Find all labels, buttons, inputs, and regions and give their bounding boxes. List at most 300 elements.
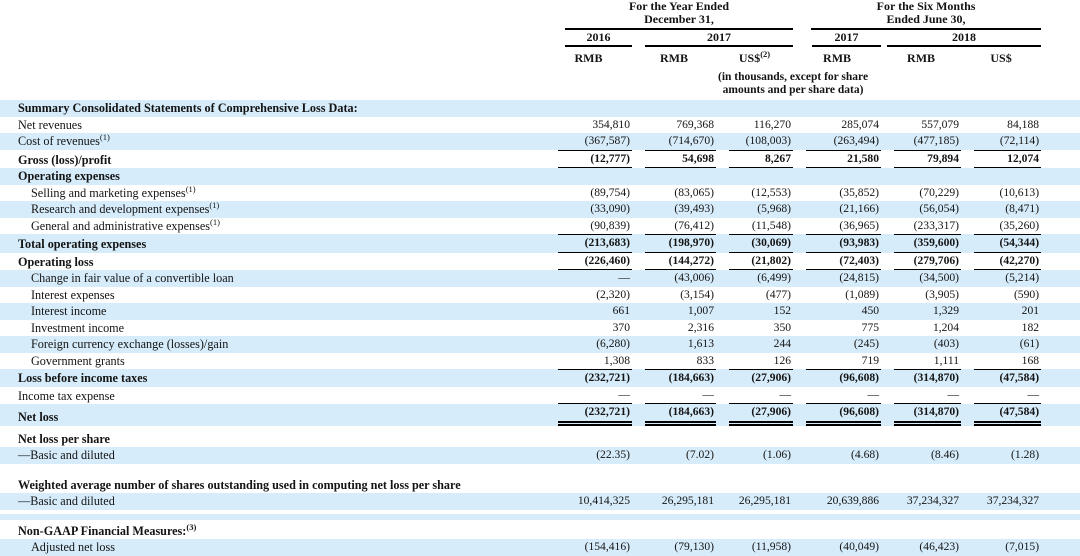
cell-value: (359,600) <box>894 234 961 253</box>
row-label: Selling and marketing expenses$^{(1)}$ <box>31 184 196 200</box>
spacer-row <box>0 464 1080 477</box>
value-cell <box>632 320 716 337</box>
cell-value: (367,587) <box>584 134 630 147</box>
cell-value: (30,069) <box>729 234 793 253</box>
value-cell <box>632 539 716 556</box>
value-cell <box>632 234 716 253</box>
value-cell <box>793 287 881 304</box>
cell-value: (34,500) <box>919 271 960 284</box>
value-cell <box>793 353 881 370</box>
table-row <box>0 539 1080 556</box>
value-cell <box>961 303 1041 320</box>
right-margin-cell <box>1041 117 1080 134</box>
value-cell <box>793 404 881 426</box>
header-currency-row <box>0 47 1080 67</box>
value-cell <box>716 493 793 510</box>
table-row <box>0 185 1080 202</box>
value-cell <box>961 253 1041 271</box>
table-row <box>0 270 1080 287</box>
row-label: Operating expenses <box>18 169 120 183</box>
value-cell <box>793 303 881 320</box>
cell-value: (79,130) <box>674 540 714 553</box>
value-cell <box>545 185 632 202</box>
right-margin-cell <box>1041 447 1080 464</box>
period-group-label-line1: For the Year Ended <box>628 0 730 13</box>
value-cell <box>793 539 881 556</box>
value-cell <box>716 234 793 253</box>
value-cell <box>632 150 716 169</box>
cell-value: 21,580 <box>806 150 881 169</box>
value-cell <box>716 404 793 426</box>
footnote-marker: (1) <box>99 133 110 142</box>
cell-value: — <box>974 387 1041 405</box>
value-cell <box>961 404 1041 426</box>
value-cell <box>793 369 881 387</box>
cell-value: (184,663) <box>645 369 716 387</box>
cell-value: 833 <box>696 353 714 367</box>
cell-value: 719 <box>861 353 880 367</box>
row-label: Interest expenses <box>31 287 115 302</box>
value-cell <box>881 369 961 387</box>
table-row <box>0 150 1080 169</box>
value-cell <box>632 369 716 387</box>
table-row <box>0 168 1080 185</box>
row-label: Net loss <box>18 410 59 424</box>
cell-value: (61) <box>1019 337 1040 350</box>
table-row <box>0 336 1080 353</box>
table-row <box>0 320 1080 337</box>
value-cell <box>545 270 632 287</box>
period-group-label-line2: December 31, <box>644 12 714 26</box>
row-label: Interest income <box>31 304 107 318</box>
value-cell <box>961 270 1041 287</box>
cell-value: 37,234,327 <box>986 494 1040 507</box>
value-cell <box>881 539 961 556</box>
year-column-header: 2018 <box>887 30 1041 47</box>
table-row <box>0 369 1080 387</box>
cell-value: 1,111 <box>933 353 960 367</box>
value-cell <box>961 523 1041 540</box>
value-cell <box>716 117 793 134</box>
cell-value: (8,471) <box>1005 202 1040 215</box>
value-cell <box>881 201 961 218</box>
value-cell <box>545 477 632 494</box>
value-cell <box>716 523 793 540</box>
table-body <box>0 100 1080 556</box>
cell-value: (245) <box>853 337 880 350</box>
cell-value: 168 <box>1021 353 1040 367</box>
cell-value: — <box>618 271 630 284</box>
value-cell <box>881 287 961 304</box>
row-label: Change in fair value of a convertible loan <box>31 271 234 285</box>
value-cell <box>881 477 961 494</box>
cell-value: (47,584) <box>974 369 1041 387</box>
cell-value: — <box>558 387 632 405</box>
value-cell <box>793 270 881 287</box>
table-row <box>0 253 1080 271</box>
row-label: Net loss per share <box>18 431 110 446</box>
value-cell <box>716 336 793 353</box>
value-cell <box>545 387 632 405</box>
cell-value: 26,295,181 <box>738 494 792 507</box>
cell-value: — <box>645 387 716 405</box>
cell-value: (35,260) <box>999 218 1040 232</box>
cell-value: (70,229) <box>919 185 960 199</box>
value-cell <box>961 320 1041 337</box>
value-cell <box>545 404 632 426</box>
value-cell <box>881 133 961 150</box>
cell-value: (93,983) <box>806 234 881 253</box>
cell-value: (279,706) <box>894 253 961 271</box>
cell-value: (232,721) <box>558 404 632 426</box>
value-cell <box>716 303 793 320</box>
value-cell <box>545 168 632 185</box>
value-cell <box>632 218 716 235</box>
value-cell <box>716 168 793 185</box>
value-cell <box>881 270 961 287</box>
cell-value: 79,894 <box>894 150 961 169</box>
value-cell <box>793 253 881 271</box>
value-cell <box>881 353 961 370</box>
cell-value: (3,905) <box>925 287 960 301</box>
cell-value: (7.02) <box>685 448 714 461</box>
value-cell <box>632 336 716 353</box>
value-cell <box>632 431 716 448</box>
value-cell <box>632 168 716 185</box>
currency-column-header: US\$$^{(2)}$ <box>738 49 771 65</box>
row-label: Operating loss <box>18 254 94 269</box>
cell-value: (43,006) <box>674 271 714 284</box>
cell-value: (108,003) <box>745 134 792 147</box>
cell-value: (96,608) <box>806 369 881 387</box>
cell-value: (42,270) <box>974 253 1041 271</box>
cell-value: (76,412) <box>674 218 714 232</box>
value-cell <box>881 218 961 235</box>
table-row <box>0 404 1080 426</box>
value-cell <box>881 404 961 426</box>
value-cell <box>632 117 716 134</box>
cell-value: (232,721) <box>558 369 632 387</box>
cell-value: — <box>729 387 793 405</box>
value-cell <box>632 404 716 426</box>
header-period-row <box>0 0 1080 30</box>
cell-value: 182 <box>1021 320 1040 334</box>
table-row <box>0 447 1080 464</box>
right-margin-cell <box>1041 100 1080 117</box>
cell-value: (11,958) <box>751 540 792 553</box>
table-row <box>0 100 1080 117</box>
value-cell <box>793 117 881 134</box>
cell-value: (154,416) <box>584 540 630 553</box>
value-cell <box>961 431 1041 448</box>
table-row <box>0 234 1080 253</box>
value-cell <box>716 270 793 287</box>
value-cell <box>716 320 793 337</box>
row-label: Income tax expense <box>18 388 115 403</box>
cell-value: (198,970) <box>645 234 716 253</box>
value-cell <box>545 201 632 218</box>
cell-value: 2,316 <box>687 320 714 334</box>
right-margin-cell <box>1041 431 1080 448</box>
row-label: Net revenues <box>18 117 82 132</box>
header-year-row <box>0 30 1080 47</box>
row-label: Cost of revenues$^{(1)}$ <box>18 133 110 148</box>
value-cell <box>716 431 793 448</box>
cell-value: 1,007 <box>687 304 714 317</box>
cell-value: (11,548) <box>751 218 792 232</box>
table-row <box>0 201 1080 218</box>
value-cell <box>545 234 632 253</box>
cell-value: 1,329 <box>932 304 960 317</box>
cell-value: (39,493) <box>674 202 714 215</box>
table-row <box>0 303 1080 320</box>
cell-value: 26,295,181 <box>661 494 714 507</box>
currency-column-header: RMB <box>907 51 936 65</box>
value-cell <box>961 493 1041 510</box>
value-cell <box>545 287 632 304</box>
row-label: Gross (loss)/profit <box>18 152 112 167</box>
right-margin-cell <box>1041 133 1080 150</box>
cell-value: 84,188 <box>1007 117 1040 131</box>
right-margin-cell <box>1041 523 1080 540</box>
cell-value: 8,267 <box>729 150 793 169</box>
value-cell <box>632 493 716 510</box>
cell-value: (2,320) <box>596 287 630 301</box>
year-column-header: 2016 <box>565 30 632 47</box>
value-cell <box>545 218 632 235</box>
cell-value: 661 <box>612 304 630 317</box>
row-label: Loss before income taxes <box>18 371 148 385</box>
right-margin-cell <box>1041 168 1080 185</box>
right-margin-cell <box>1041 493 1080 510</box>
cell-value: (3,154) <box>680 287 714 301</box>
cell-value: (8.46) <box>931 448 960 461</box>
value-cell <box>881 234 961 253</box>
cell-value: (54,344) <box>974 234 1041 253</box>
cell-value: 201 <box>1021 304 1040 317</box>
value-cell <box>961 218 1041 235</box>
value-cell <box>632 253 716 271</box>
value-cell <box>881 303 961 320</box>
cell-value: (144,272) <box>645 253 716 271</box>
cell-value: (22.35) <box>596 448 630 461</box>
value-cell <box>881 431 961 448</box>
cell-value: (233,317) <box>913 218 960 232</box>
value-cell <box>716 369 793 387</box>
period-group-label-line2: Ended June 30, <box>886 12 966 26</box>
value-cell <box>961 353 1041 370</box>
cell-value: 350 <box>773 320 792 334</box>
period-group-year-ended <box>565 0 793 30</box>
footnote-marker: (1) <box>209 201 220 210</box>
cell-value: (714,670) <box>668 134 714 147</box>
table-row <box>0 523 1080 540</box>
cell-value: — <box>894 387 961 405</box>
cell-value: (5,968) <box>757 202 792 215</box>
value-cell <box>793 133 881 150</box>
value-cell <box>881 185 961 202</box>
table-row <box>0 133 1080 150</box>
value-cell <box>716 185 793 202</box>
cell-value: 10,414,325 <box>577 494 630 507</box>
value-cell <box>545 336 632 353</box>
cell-value: 244 <box>773 337 792 350</box>
period-group-label-line1: For the Six Months <box>876 0 976 13</box>
table-header <box>0 0 1080 100</box>
table-row <box>0 353 1080 370</box>
value-cell <box>961 133 1041 150</box>
value-cell <box>881 493 961 510</box>
cell-value: 557,079 <box>921 117 960 131</box>
value-cell <box>961 447 1041 464</box>
value-cell <box>632 477 716 494</box>
header-units-note-row <box>0 67 1080 96</box>
right-margin-cell <box>1041 404 1080 426</box>
right-margin-cell <box>1041 218 1080 235</box>
value-cell <box>961 185 1041 202</box>
value-cell <box>793 150 881 169</box>
footnote-marker: (2) <box>760 49 771 59</box>
value-cell <box>632 287 716 304</box>
cell-value: 1,308 <box>603 353 630 367</box>
cell-value: (33,090) <box>590 202 630 215</box>
table-row <box>0 477 1080 494</box>
value-cell <box>961 387 1041 405</box>
row-label: Government grants <box>31 353 125 368</box>
cell-value: 775 <box>861 320 880 334</box>
cell-value: (5,214) <box>1005 271 1040 284</box>
value-cell <box>793 447 881 464</box>
value-cell <box>716 287 793 304</box>
table-row <box>0 431 1080 448</box>
value-cell <box>632 523 716 540</box>
right-margin-cell <box>1041 201 1080 218</box>
value-cell <box>793 218 881 235</box>
cell-value: 1,204 <box>932 320 960 334</box>
cell-value: (314,870) <box>894 404 961 426</box>
row-label: Investment income <box>31 320 125 335</box>
value-cell <box>632 387 716 405</box>
cell-value: (184,663) <box>645 404 716 426</box>
value-cell <box>545 253 632 271</box>
cell-value: (21,802) <box>729 253 793 271</box>
table-row <box>0 218 1080 235</box>
right-margin-cell <box>1041 270 1080 287</box>
cell-value: 54,698 <box>645 150 716 169</box>
cell-value: (36,965) <box>839 218 880 232</box>
value-cell <box>632 133 716 150</box>
value-cell <box>961 100 1041 117</box>
cell-value: 152 <box>773 304 792 317</box>
right-margin-cell <box>1041 185 1080 202</box>
cell-value: — <box>806 387 881 405</box>
cell-value: (263,494) <box>833 134 880 147</box>
value-cell <box>961 477 1041 494</box>
cell-value: (89,754) <box>590 185 630 199</box>
right-margin-cell <box>1041 539 1080 556</box>
cell-value: 450 <box>861 304 880 317</box>
value-cell <box>881 168 961 185</box>
value-cell <box>793 185 881 202</box>
right-margin-cell <box>1041 387 1080 405</box>
value-cell <box>716 150 793 169</box>
cell-value: 116,270 <box>753 117 792 131</box>
row-label: Foreign currency exchange (losses)/gain <box>31 337 229 351</box>
value-cell <box>632 353 716 370</box>
value-cell <box>961 369 1041 387</box>
cell-value: (477,185) <box>913 134 960 147</box>
cell-value: (21,166) <box>839 202 880 215</box>
value-cell <box>881 320 961 337</box>
cell-value: 20,639,886 <box>826 494 880 507</box>
value-cell <box>961 201 1041 218</box>
value-cell <box>632 201 716 218</box>
cell-value: (27,906) <box>729 369 793 387</box>
cell-value: 354,810 <box>592 117 630 131</box>
value-cell <box>545 150 632 169</box>
value-cell <box>881 117 961 134</box>
units-note: (in thousands, except for share amounts and per share data) <box>718 71 869 96</box>
row-label: Adjusted net loss <box>31 540 115 554</box>
row-label: Non-GAAP Financial Measures:$^{(3)}$ <box>18 522 197 538</box>
cell-value: 1,613 <box>687 337 714 350</box>
value-cell <box>961 287 1041 304</box>
right-margin-cell <box>1041 150 1080 169</box>
value-cell <box>545 523 632 540</box>
right-margin-cell <box>1041 234 1080 253</box>
row-label: Total operating expenses <box>18 237 147 251</box>
value-cell <box>545 431 632 448</box>
value-cell <box>793 523 881 540</box>
value-cell <box>793 234 881 253</box>
value-cell <box>881 253 961 271</box>
cell-value: 37,234,327 <box>906 494 960 507</box>
footnote-marker: (3) <box>186 522 197 532</box>
row-label: Summary Consolidated Statements of Comprehensive Loss Data: <box>18 101 358 115</box>
cell-value: (27,906) <box>729 404 793 426</box>
cell-value: (40,049) <box>839 540 880 553</box>
right-margin-cell <box>1041 253 1080 271</box>
right-margin-cell <box>1041 353 1080 370</box>
right-margin-cell <box>1041 369 1080 387</box>
cell-value: (10,613) <box>999 185 1040 199</box>
year-column-header: 2017 <box>645 30 793 47</box>
right-margin-cell <box>1041 287 1080 304</box>
cell-value: (90,839) <box>590 218 630 232</box>
currency-column-header: RMB <box>660 51 688 65</box>
year-column-header: 2017 <box>812 30 881 47</box>
value-cell <box>793 387 881 405</box>
cell-value: (590) <box>1013 287 1040 301</box>
row-label: —Basic and diluted <box>18 448 115 462</box>
cell-value: (6,499) <box>757 271 792 284</box>
cell-value: (12,777) <box>558 150 632 169</box>
cell-value: (1,089) <box>845 287 880 301</box>
currency-column-header: RMB <box>823 51 852 65</box>
cell-value: (35,852) <box>839 185 880 199</box>
cell-value: (226,460) <box>558 253 632 271</box>
value-cell <box>545 320 632 337</box>
value-cell <box>793 336 881 353</box>
cell-value: (96,608) <box>806 404 881 426</box>
value-cell <box>716 253 793 271</box>
value-cell <box>545 447 632 464</box>
cell-value: (1.06) <box>763 448 792 461</box>
value-cell <box>881 150 961 169</box>
cell-value: 285,074 <box>841 117 880 131</box>
value-cell <box>961 336 1041 353</box>
right-margin-cell <box>1041 320 1080 337</box>
